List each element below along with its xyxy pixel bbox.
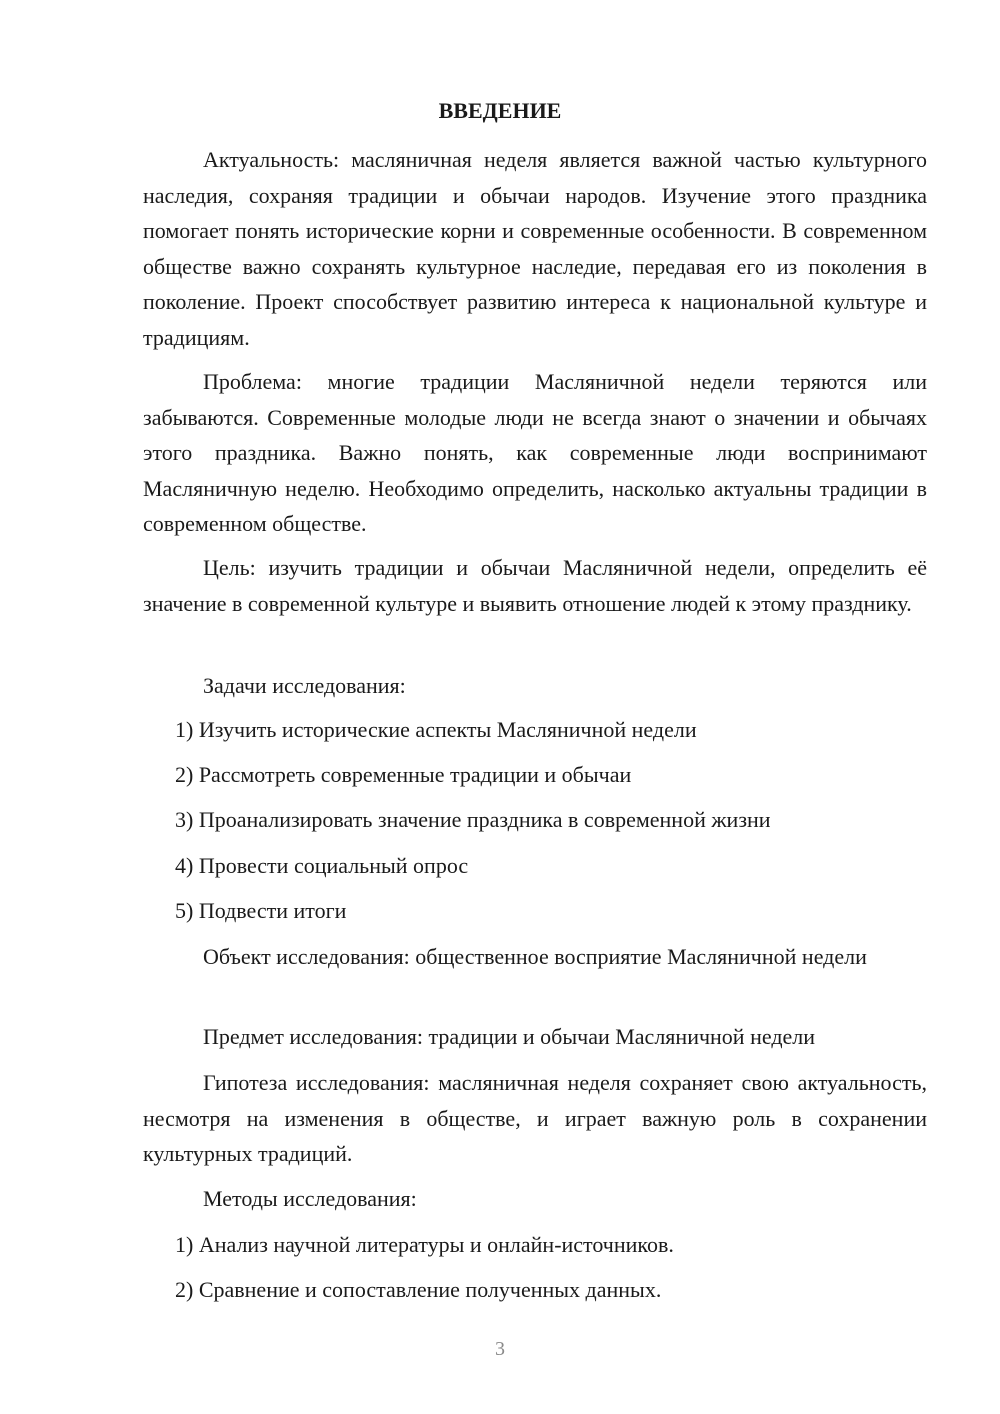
page-number: 3 xyxy=(495,1338,505,1360)
hypothesis-paragraph: Гипотеза исследования: масляничная неделя сохраняет свою актуальность, несмотря на изменения в обществе, и играет важную роль в сохранении культурных традиций. xyxy=(143,1070,927,1166)
task-item: 5) Подвести итоги xyxy=(175,898,347,923)
relevance-paragraph: Актуальность: масляничная неделя является важной частью культурного наследия, сохраняя традиции и обычаи народов. Изучение этого праздника помогает понять исторические корни и современные особенности. В современном обществе важно сохранять культурное наследие, передавая его из поколения в поколение. Проект способствует развитию интереса к национальной культуре и традициям. xyxy=(143,147,927,350)
object-paragraph: Объект исследования: общественное восприятие Масляничной недели xyxy=(203,944,867,969)
methods-heading: Методы исследования: xyxy=(203,1186,417,1211)
subject-paragraph: Предмет исследования: традиции и обычаи Масляничной недели xyxy=(203,1024,816,1049)
task-item: 2) Рассмотреть современные традиции и обычаи xyxy=(175,762,632,787)
method-item: 2) Сравнение и сопоставление полученных данных. xyxy=(175,1277,662,1302)
goal-paragraph: Цель: изучить традиции и обычаи Масляничной недели, определить её значение в современной культуре и выявить отношение людей к этому празднику. xyxy=(143,555,927,616)
method-item: 1) Анализ научной литературы и онлайн-источников. xyxy=(175,1232,674,1257)
task-item: 3) Проанализировать значение праздника в современной жизни xyxy=(175,807,771,832)
task-item: 1) Изучить исторические аспекты Масляничной недели xyxy=(175,717,697,742)
page-title: ВВЕДЕНИЕ xyxy=(438,98,562,123)
problem-paragraph: Проблема: многие традиции Масляничной недели теряются или забываются. Современные молодые люди не всегда знают о значении и обычаях этого праздника. Важно понять, как современные люди воспринимают Масляничную неделю. Необходимо определить, насколько актуальны традиции в современном обществе. xyxy=(143,369,927,536)
task-item: 4) Провести социальный опрос xyxy=(175,853,469,878)
tasks-heading: Задачи исследования: xyxy=(203,673,406,698)
